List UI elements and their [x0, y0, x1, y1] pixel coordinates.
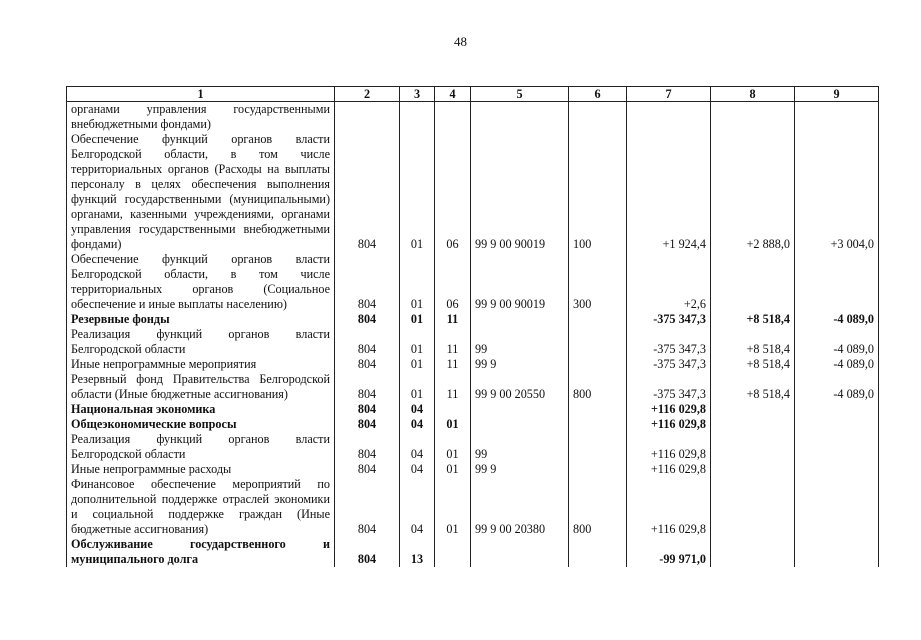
row-subsection-code: 11	[435, 372, 471, 402]
row-target-item: 99	[471, 432, 569, 462]
row-amount-col7: -99 971,0	[627, 537, 711, 567]
row-admin-code: 804	[335, 432, 400, 462]
row-subsection-code: 01	[435, 462, 471, 477]
row-amount-col8	[711, 417, 795, 432]
row-expense-type: 100	[569, 132, 627, 252]
row-amount-col9	[795, 462, 879, 477]
table-row	[67, 327, 879, 357]
table-row	[67, 432, 879, 462]
table-row	[67, 477, 879, 537]
row-expense-type	[569, 462, 627, 477]
column-header-1: 1	[67, 87, 335, 102]
row-admin-code: 804	[335, 132, 400, 252]
row-description: Реализация функций органов власти Белгородской области	[67, 327, 335, 357]
row-amount-col9	[795, 252, 879, 312]
row-admin-code: 804	[335, 312, 400, 327]
row-target-item: 99 9	[471, 357, 569, 372]
row-description: Резервный фонд Правительства Белгородской области (Иные бюджетные ассигнования)	[67, 372, 335, 402]
row-section-code: 04	[400, 477, 435, 537]
row-expense-type	[569, 432, 627, 462]
table-row	[67, 462, 879, 477]
row-subsection-code	[435, 102, 471, 133]
row-amount-col7: +116 029,8	[627, 432, 711, 462]
row-section-code: 01	[400, 372, 435, 402]
row-amount-col7: +116 029,8	[627, 417, 711, 432]
row-section-code: 01	[400, 357, 435, 372]
row-description: Обслуживание государственного и муниципального долга	[67, 537, 335, 567]
column-header-7: 7	[627, 87, 711, 102]
column-header-6: 6	[569, 87, 627, 102]
row-amount-col8	[711, 432, 795, 462]
row-expense-type	[569, 102, 627, 133]
row-subsection-code: 01	[435, 477, 471, 537]
row-subsection-code	[435, 537, 471, 567]
row-amount-col9	[795, 102, 879, 133]
row-amount-col8	[711, 477, 795, 537]
row-section-code: 01	[400, 327, 435, 357]
row-admin-code: 804	[335, 417, 400, 432]
row-section-code: 01	[400, 312, 435, 327]
row-target-item: 99 9 00 20550	[471, 372, 569, 402]
row-amount-col7: +1 924,4	[627, 132, 711, 252]
row-amount-col8	[711, 462, 795, 477]
row-subsection-code: 11	[435, 312, 471, 327]
row-admin-code: 804	[335, 357, 400, 372]
row-amount-col7: -375 347,3	[627, 357, 711, 372]
row-expense-type: 300	[569, 252, 627, 312]
row-target-item	[471, 402, 569, 417]
row-amount-col7: +116 029,8	[627, 477, 711, 537]
row-admin-code: 804	[335, 537, 400, 567]
row-expense-type	[569, 537, 627, 567]
table-row	[67, 402, 879, 417]
row-target-item: 99 9	[471, 462, 569, 477]
row-subsection-code: 06	[435, 252, 471, 312]
row-expense-type	[569, 402, 627, 417]
table-row	[67, 417, 879, 432]
column-header-8: 8	[711, 87, 795, 102]
row-target-item: 99 9 00 20380	[471, 477, 569, 537]
row-subsection-code: 11	[435, 327, 471, 357]
row-amount-col9	[795, 402, 879, 417]
row-description: Реализация функций органов власти Белгородской области	[67, 432, 335, 462]
row-subsection-code: 01	[435, 417, 471, 432]
row-target-item	[471, 312, 569, 327]
table-row	[67, 102, 879, 133]
row-description: Обеспечение функций органов власти Белгородской области, в том числе территориальных органов (Социальное обеспечение и иные выплаты населению)	[67, 252, 335, 312]
row-target-item	[471, 102, 569, 133]
row-amount-col8	[711, 402, 795, 417]
column-header-2: 2	[335, 87, 400, 102]
row-section-code: 04	[400, 432, 435, 462]
row-description: Обеспечение функций органов власти Белгородской области, в том числе территориальных органов (Расходы на выплаты персоналу в целях обеспечения выполнения функций государственными (муниципальными) органами, казенными учреждениями, органами управления государственными внебюджетными фондами)	[67, 132, 335, 252]
row-amount-col7: +2,6	[627, 252, 711, 312]
row-amount-col8: +8 518,4	[711, 312, 795, 327]
row-subsection-code: 11	[435, 357, 471, 372]
row-amount-col9: +3 004,0	[795, 132, 879, 252]
row-target-item	[471, 417, 569, 432]
row-amount-col8	[711, 102, 795, 133]
column-header-5: 5	[471, 87, 569, 102]
row-target-item: 99 9 00 90019	[471, 252, 569, 312]
row-expense-type	[569, 327, 627, 357]
row-target-item: 99 9 00 90019	[471, 132, 569, 252]
row-section-code: 13	[400, 537, 435, 567]
row-amount-col7: +116 029,8	[627, 402, 711, 417]
page-number: 48	[454, 34, 467, 49]
table-header-row	[67, 87, 879, 102]
budget-table	[66, 86, 879, 567]
row-amount-col8	[711, 252, 795, 312]
column-header-9: 9	[795, 87, 879, 102]
row-expense-type	[569, 357, 627, 372]
row-admin-code: 804	[335, 252, 400, 312]
row-amount-col9	[795, 537, 879, 567]
row-amount-col9	[795, 477, 879, 537]
row-amount-col9: -4 089,0	[795, 327, 879, 357]
row-expense-type	[569, 417, 627, 432]
row-amount-col8: +8 518,4	[711, 357, 795, 372]
row-amount-col7	[627, 102, 711, 133]
row-description: Иные непрограммные мероприятия	[67, 357, 335, 372]
table-row	[67, 372, 879, 402]
row-description: Резервные фонды	[67, 312, 335, 327]
row-expense-type: 800	[569, 372, 627, 402]
row-amount-col7: -375 347,3	[627, 312, 711, 327]
row-subsection-code	[435, 402, 471, 417]
row-amount-col7: +116 029,8	[627, 462, 711, 477]
row-section-code	[400, 102, 435, 133]
row-description: Иные непрограммные расходы	[67, 462, 335, 477]
column-header-4: 4	[435, 87, 471, 102]
row-expense-type: 800	[569, 477, 627, 537]
row-admin-code	[335, 102, 400, 133]
table-row	[67, 357, 879, 372]
row-amount-col9: -4 089,0	[795, 312, 879, 327]
row-subsection-code: 01	[435, 432, 471, 462]
table-row	[67, 252, 879, 312]
row-section-code: 04	[400, 402, 435, 417]
row-amount-col9	[795, 417, 879, 432]
row-admin-code: 804	[335, 462, 400, 477]
row-admin-code: 804	[335, 372, 400, 402]
row-amount-col9: -4 089,0	[795, 357, 879, 372]
row-amount-col8: +8 518,4	[711, 327, 795, 357]
row-admin-code: 804	[335, 477, 400, 537]
row-amount-col8	[711, 537, 795, 567]
row-description: Общеэкономические вопросы	[67, 417, 335, 432]
row-amount-col9: -4 089,0	[795, 372, 879, 402]
row-description: Национальная экономика	[67, 402, 335, 417]
table-row	[67, 132, 879, 252]
row-amount-col9	[795, 432, 879, 462]
row-admin-code: 804	[335, 402, 400, 417]
row-section-code: 01	[400, 132, 435, 252]
row-section-code: 01	[400, 252, 435, 312]
row-target-item	[471, 537, 569, 567]
row-admin-code: 804	[335, 327, 400, 357]
row-section-code: 04	[400, 417, 435, 432]
row-description: Финансовое обеспечение мероприятий по дополнительной поддержке отраслей экономики и социальной поддержке граждан (Иные бюджетные ассигнования)	[67, 477, 335, 537]
row-target-item: 99	[471, 327, 569, 357]
row-subsection-code: 06	[435, 132, 471, 252]
row-expense-type	[569, 312, 627, 327]
row-amount-col8: +2 888,0	[711, 132, 795, 252]
column-header-3: 3	[400, 87, 435, 102]
row-amount-col7: -375 347,3	[627, 372, 711, 402]
row-section-code: 04	[400, 462, 435, 477]
row-amount-col7: -375 347,3	[627, 327, 711, 357]
table-row	[67, 537, 879, 567]
row-amount-col8: +8 518,4	[711, 372, 795, 402]
table-row	[67, 312, 879, 327]
table-body	[67, 102, 879, 568]
row-description: органами управления государственными внебюджетными фондами)	[67, 102, 335, 133]
